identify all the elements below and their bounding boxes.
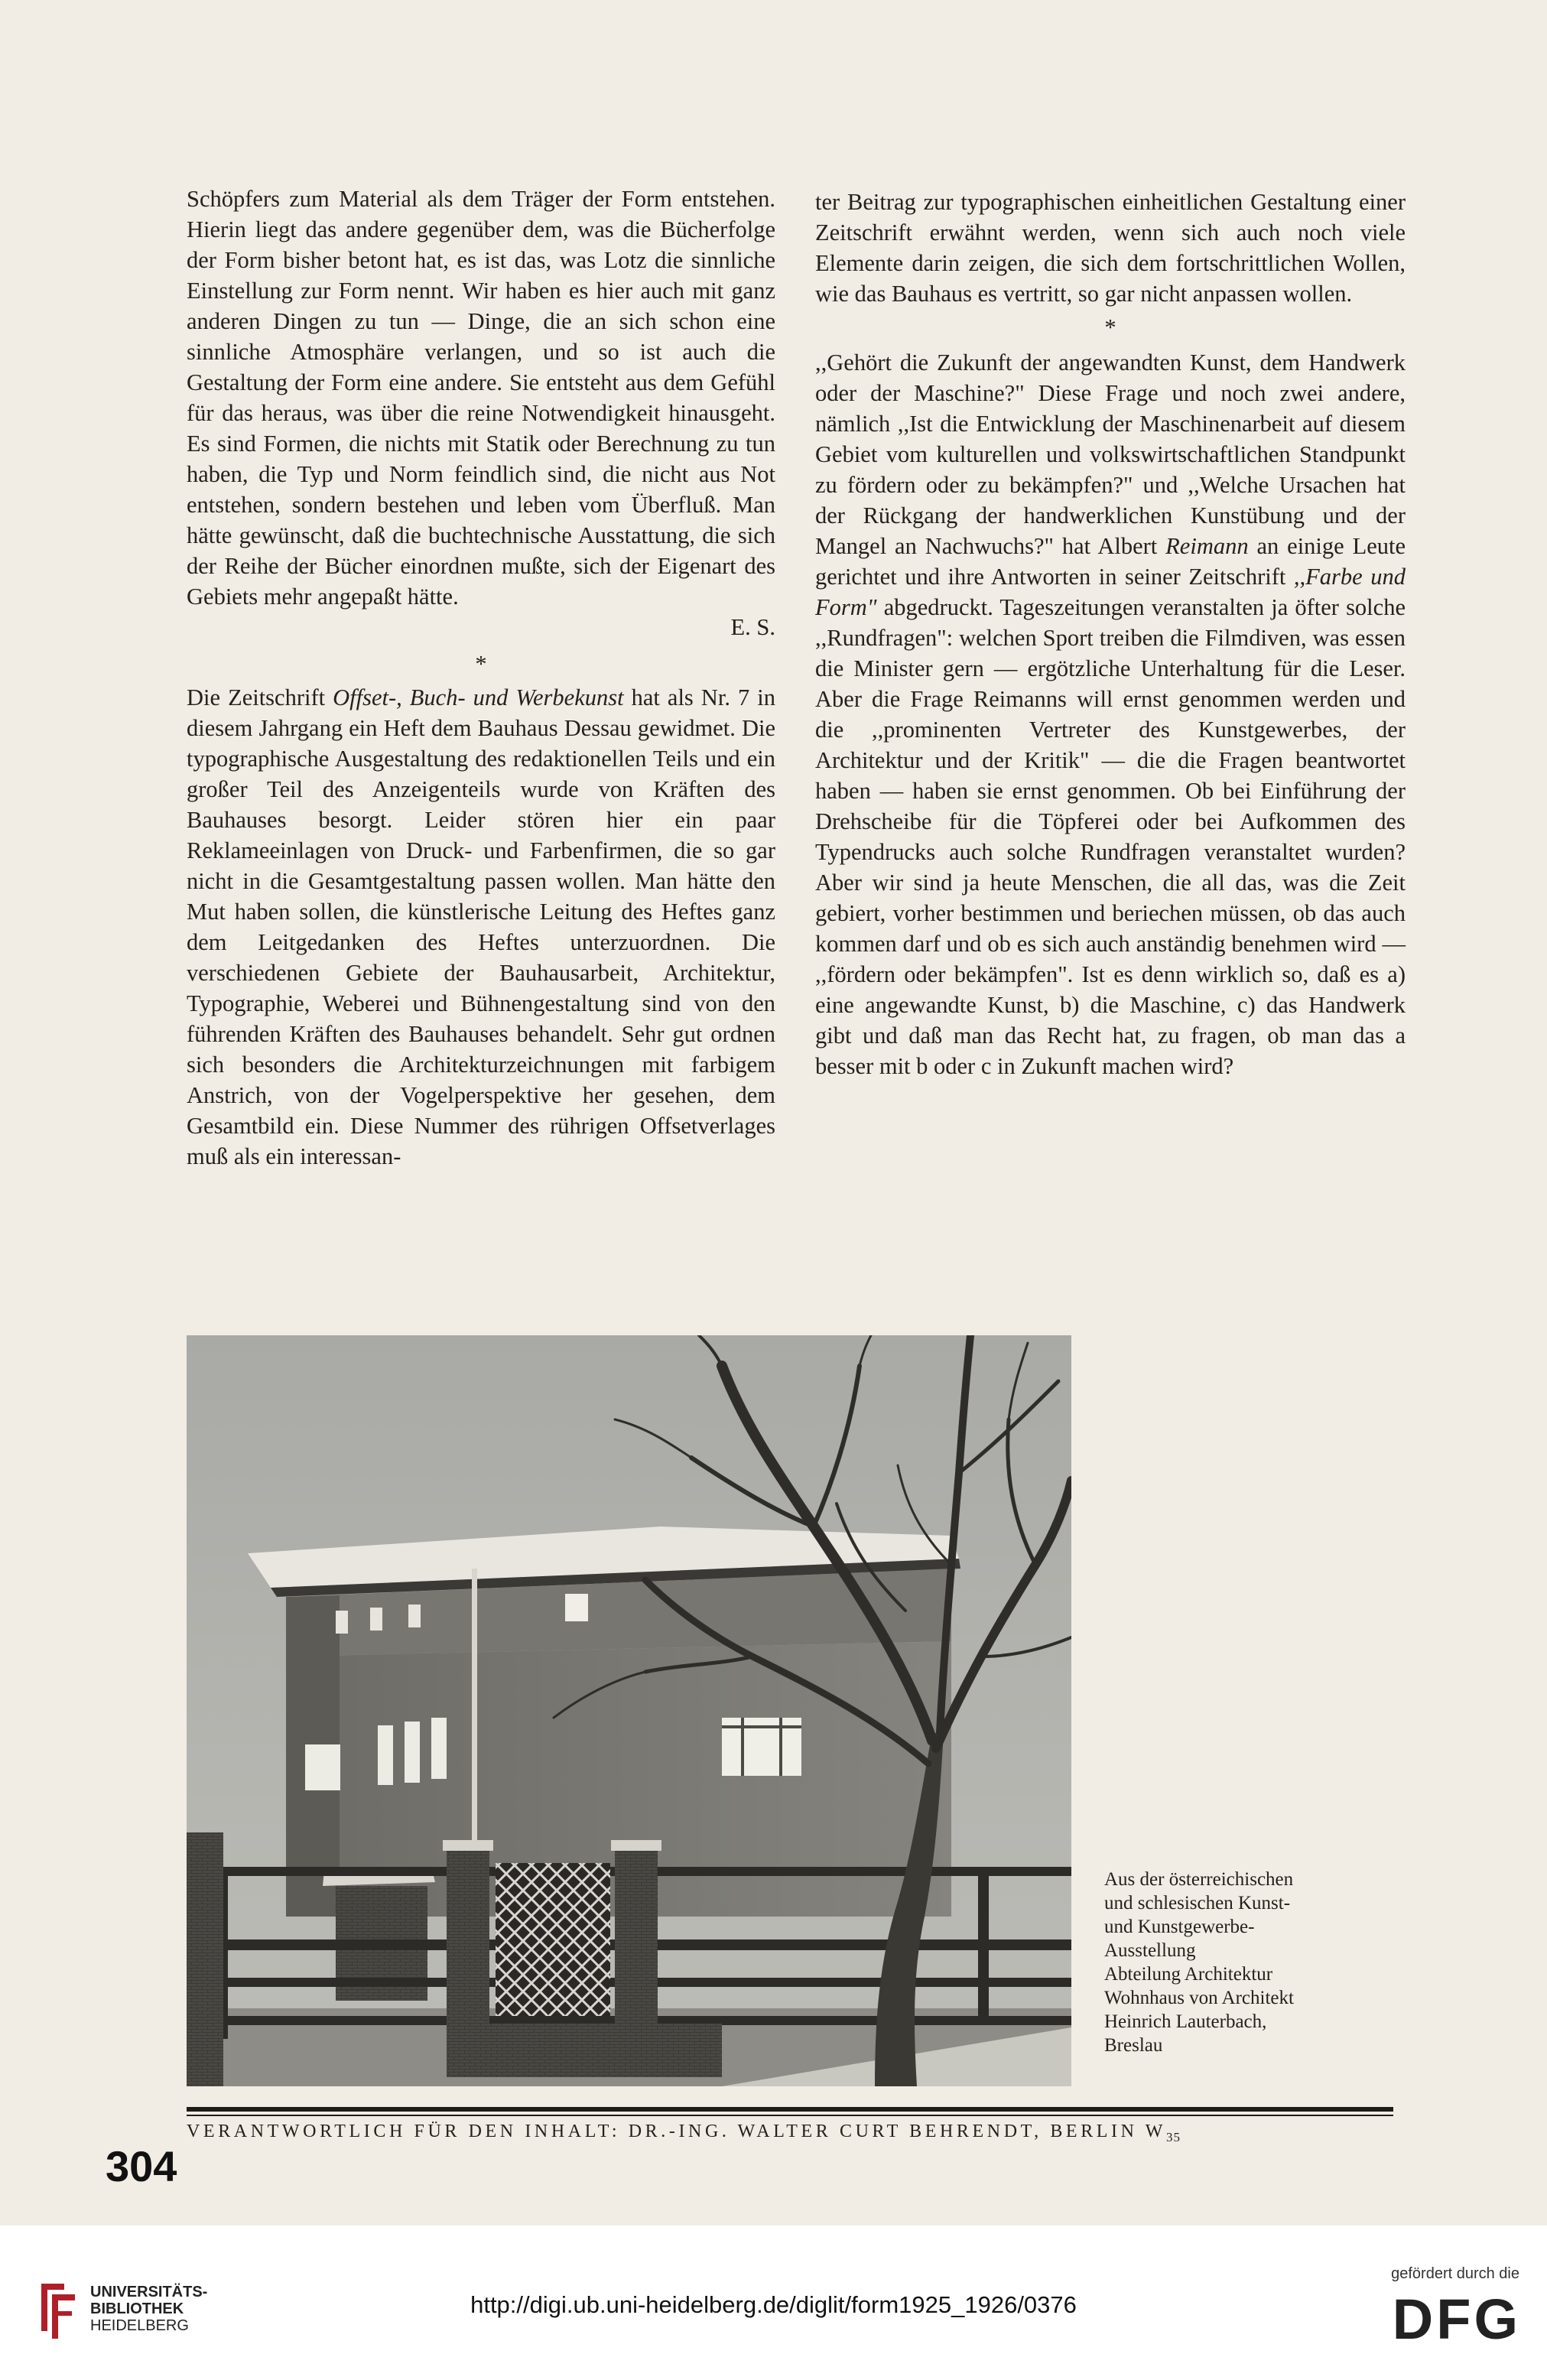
magazine-title-farbe-und-form: ,,Farbe und Form": [815, 564, 1406, 620]
editor-imprint: [187, 2122, 1393, 2145]
caption-line: und Kunstgewerbe-: [1104, 1917, 1255, 1937]
left-paragraph-2-start: Die Zeitschrift: [187, 684, 333, 710]
house-photo-illustration: [187, 1335, 1071, 2086]
library-name-line: UNIVERSITÄTS-: [90, 2284, 208, 2300]
photo-caption: [1104, 1868, 1425, 2057]
right-paragraph-2: [815, 347, 1406, 1081]
caption-line: Ausstellung: [1104, 1940, 1196, 1961]
library-name-line: BIBLIOTHEK: [90, 2300, 184, 2317]
library-name-line: HEIDELBERG: [90, 2317, 189, 2334]
house-photograph: [187, 1335, 1071, 2086]
left-paragraph-1: [187, 184, 775, 642]
left-paragraph-1-text: Schöpfers zum Material als dem Träger der Form entstehen. Hierin liegt das andere gegenüber dem, was die Bücherfolge der Form bisher betont hat, es ist das, was Lotz die sinnliche Einstellung zur Form nennt. Wir haben es hier auch mit ganz anderen Dingen zu tun — Dinge, die an sich schon eine sinnliche Atmosphäre verlangen, und so ist auch die Gestaltung der Form eine andere. Sie entsteht aus dem Gefühl für das heraus, was über die reine Notwendigkeit hinausgeht. Es sind Formen, die nichts mit Statik oder Berechnung zu tun haben, die Typ und Norm feindlich sind, die nicht aus Not entstehen, sondern bestehen und leben vom Überfluß. Man hätte gewünscht, daß die buchtechnische Ausstattung, die sich der Reihe der Bücher einordnen mußte, sich der Eigenart des Gebiets mehr angepaßt hätte.: [187, 186, 775, 610]
dfg-logo: DFG: [1392, 2287, 1521, 2351]
magazine-title-offset: Offset-, Buch- und Werbekunst: [333, 684, 624, 710]
funded-by-label: gefördert durch die: [1391, 2265, 1519, 2282]
caption-line: Breslau: [1104, 2035, 1163, 2056]
caption-line: und schlesischen Kunst-: [1104, 1893, 1291, 1913]
right-paragraph-2-part3: abgedruckt. Tageszeitungen veranstalten ja öfter solche ,,Rundfragen": welchen Sport treiben die Filmdiven, was essen die Minister gern — ergötzliche Unterhaltung für die Leser. Aber die Frage Reimanns will ernst genommen werden und die ,,prominenten Vertreter des Kunstgewerbes, der Architektur und der Kritik" — die die Fragen beantwortet haben — haben sie ernst genommen. Ob bei Einführung der Drehscheibe für die Töpferei oder bei Aufkommen des Typendrucks auch solche Rundfragen veranstaltet wurden? Aber wir sind ja heute Menschen, die all das, was die Zeit gebiert, vorher bestimmen und beriechen müssen, ob das auch kommen darf und ob es sich auch anständig benehmen wird — ,,fördern oder bekämpfen". Ist es denn wirklich so, daß es a) eine angewandte Kunst, b) die Maschine, c) das Handwerk gibt und daß man das Recht hat, zu fragen, ob man das a besser mit b oder c in Zukunft machen wird?: [815, 594, 1406, 1079]
author-signature: E. S.: [730, 614, 775, 640]
caption-line: Heinrich Lauterbach,: [1104, 2011, 1267, 2032]
permalink-url[interactable]: http://digi.ub.uni-heidelberg.de/diglit/form1925_1926/0376: [470, 2291, 1077, 2318]
caption-line: Wohnhaus von Architekt: [1104, 1988, 1294, 2008]
left-paragraph-2: [187, 682, 775, 1172]
imprint-text: VERANTWORTLICH FÜR DEN INHALT: DR.-ING. WALTER CURT BEHRENDT, BERLIN W: [187, 2122, 1167, 2141]
caption-line: Aus der österreichischen: [1104, 1869, 1294, 1890]
left-paragraph-2-rest: hat als Nr. 7 in diesem Jahrgang ein Heft dem Bauhaus Dessau gewidmet. Die typographische Ausgestaltung des redaktionellen Teils und ein großer Teil des Anzeigenteils wurde von Kräften des Bauhauses besorgt. Leider stören hier ein paar Reklameeinlagen von Druck- und Farbenfirmen, die so gar nicht in die Gesamtgestaltung passen wollen. Man hätte den Mut haben sollen, die künstlerische Leitung des Heftes ganz dem Leitgedanken des Heftes unterzuordnen. Die verschiedenen Gebiete der Bauhausarbeit, Architektur, Typographie, Weberei und Bühnengestaltung sind von den führenden Kräften des Bauhauses behandelt. Sehr gut ordnen sich besonders die Architekturzeichnungen mit farbigem Anstrich, von der Vogelperspektive her gesehen, dem Gesamtbild ein. Diese Nummer des rührigen Offsetverlages muß als ein interessan-: [187, 684, 775, 1169]
footer-rule-thin: [187, 2115, 1393, 2116]
page-number: 304: [106, 2142, 177, 2190]
imprint-postal-district: 35: [1166, 2129, 1181, 2144]
section-separator-right: *: [1104, 314, 1116, 340]
caption-line: Abteilung Architektur: [1104, 1964, 1273, 1985]
left-text-column: [187, 184, 775, 1172]
name-reimann: Reimann: [1165, 533, 1249, 559]
section-separator-left: *: [475, 651, 487, 677]
digitization-footer: [0, 2226, 1547, 2380]
right-paragraph-2-part2: an einige Leute gerichtet und ihre Antworten in seiner Zeitschrift: [815, 533, 1406, 590]
right-text-column: [815, 187, 1406, 1081]
right-paragraph-1: ter Beitrag zur typographischen einheitlichen Gestaltung einer Zeitschrift erwähnt werden, wenn sich auch noch viele Elemente darin zeigen, die sich dem fortschrittlichen Wollen, wie das Bauhaus es vertritt, so gar nicht anpassen wollen.: [815, 189, 1406, 307]
footer-rule-thick: [187, 2107, 1393, 2112]
right-paragraph-2-part1: ,,Gehört die Zukunft der angewandten Kunst, dem Handwerk oder der Maschine?" Diese Frage und noch zwei andere, nämlich ,,Ist die Entwicklung der Maschinenarbeit auf diesem Gebiet vom kulturellen und volkswirtschaftlichen Standpunkt zu fördern oder zu bekämpfen?" und ,,Welche Ursachen hat der Rückgang der handwerklichen Kunstübung und der Mangel an Nachwuchs?" hat Albert: [815, 350, 1406, 559]
